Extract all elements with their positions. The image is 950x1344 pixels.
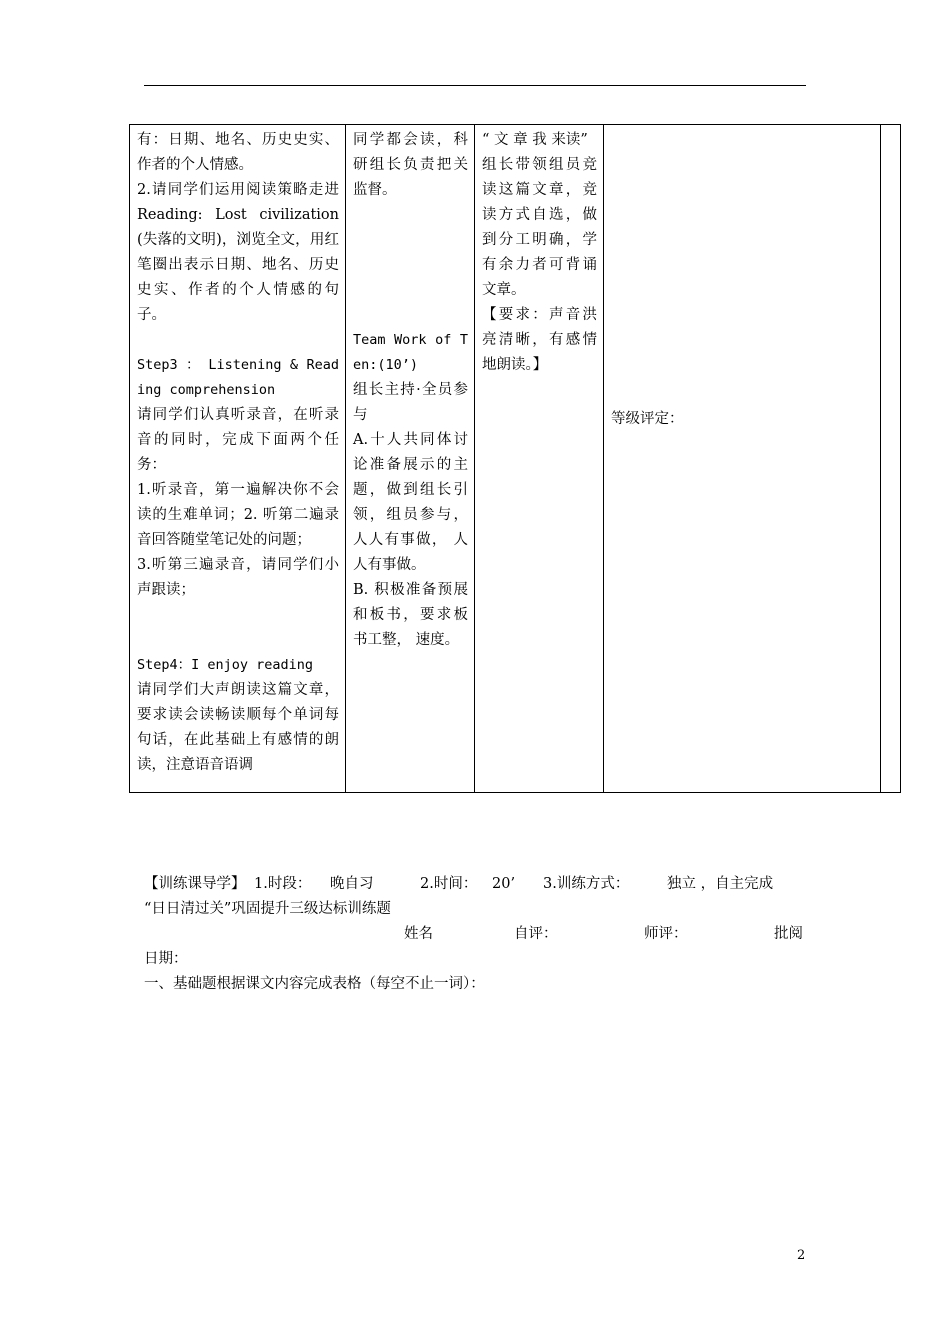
time-label: 2.时间： bbox=[420, 876, 478, 892]
teacher-eval-label: 师评： bbox=[644, 926, 688, 942]
period-label: 1.时段： bbox=[254, 876, 312, 892]
reading-text-1: “ 文 章 我 来读” bbox=[482, 132, 588, 148]
steps-text-4: 请同学们认真听录音，在听录音的同时，完成下面两个任务： bbox=[137, 407, 339, 473]
evaluation-cell bbox=[604, 125, 881, 793]
teamwork-text-5: B. 积极准备预展和板书，要求板书工整， 速度。 bbox=[353, 582, 468, 648]
teamwork-text-4: A.十人共同体讨论准备展示的主题，做到组长引领，组员参与， 人人有事做， 人人有事做。 bbox=[353, 432, 468, 573]
grade-label: 等级评定： bbox=[611, 411, 684, 427]
steps-text-8: 请同学们大声朗读这篇文章，要求读会读畅读顺每个单词每句话，在此基础上有感情的朗读，注意语音语调 bbox=[137, 682, 339, 773]
reading-text-2: 组长带领组员竞读这篇文章，竞读方式自选，做到分工明确，学有余力者可背诵文章。 bbox=[482, 157, 597, 298]
method-label: 3.训练方式： bbox=[543, 876, 630, 892]
steps-text-2: 2.请同学们运用阅读策略走进 Reading: Lost civilization(失落的文明)，浏览全文，用红笔圈出表示日期、地名、历史史实、作者的个人情感的句子。 bbox=[137, 182, 339, 323]
training-section bbox=[144, 872, 814, 997]
steps-text-5: 1.听录音，第一遍解决你不会读的生难单词；2. 听第二遍录音回答随堂笔记处的问题； bbox=[137, 482, 339, 548]
activity-steps-cell bbox=[130, 125, 346, 793]
step4-heading: Step4：I enjoy reading bbox=[137, 657, 314, 673]
reading-requirement: 【要求：声音洪亮清晰，有感情地朗读。】 bbox=[482, 307, 597, 373]
table-edge-stub bbox=[881, 125, 901, 793]
training-line-3 bbox=[144, 922, 814, 947]
step3-heading: Step3 ： Listening & Reading comprehension bbox=[137, 357, 339, 398]
method-value: 独立 ，自主完成 bbox=[667, 876, 774, 892]
steps-text-6: 3.听第三遍录音，请同学们小声跟读； bbox=[137, 557, 339, 598]
period-value: 晚自习 bbox=[330, 876, 374, 892]
teamwork-cell bbox=[346, 125, 475, 793]
training-line-4: 日期： bbox=[144, 951, 188, 967]
self-eval-label: 自评： bbox=[514, 926, 558, 942]
training-line-5: 一、基础题根据课文内容完成表格（每空不止一词）： bbox=[144, 976, 485, 992]
teamwork-heading: Team Work of Ten:(10’) bbox=[353, 332, 468, 373]
reading-cell bbox=[475, 125, 604, 793]
training-line-1 bbox=[144, 872, 814, 897]
training-label: 【训练课导学】 bbox=[144, 876, 246, 892]
name-label: 姓名 bbox=[404, 926, 433, 942]
teamwork-text-3: 组长主持·全员参与 bbox=[353, 382, 468, 423]
page-number: 2 bbox=[797, 1248, 806, 1263]
teamwork-text-1: 同学都会读，科研组长负责把关监督。 bbox=[353, 132, 468, 198]
training-line-2: “日日清过关”巩固提升三级达标训练题 bbox=[144, 901, 391, 917]
header-rule bbox=[144, 85, 806, 86]
time-value: 20’ bbox=[492, 876, 516, 892]
steps-text-1: 有：日期、地名、历史史实、作者的个人情感。 bbox=[137, 132, 339, 173]
lesson-plan-table bbox=[129, 124, 901, 793]
review-label: 批阅 bbox=[774, 926, 803, 942]
